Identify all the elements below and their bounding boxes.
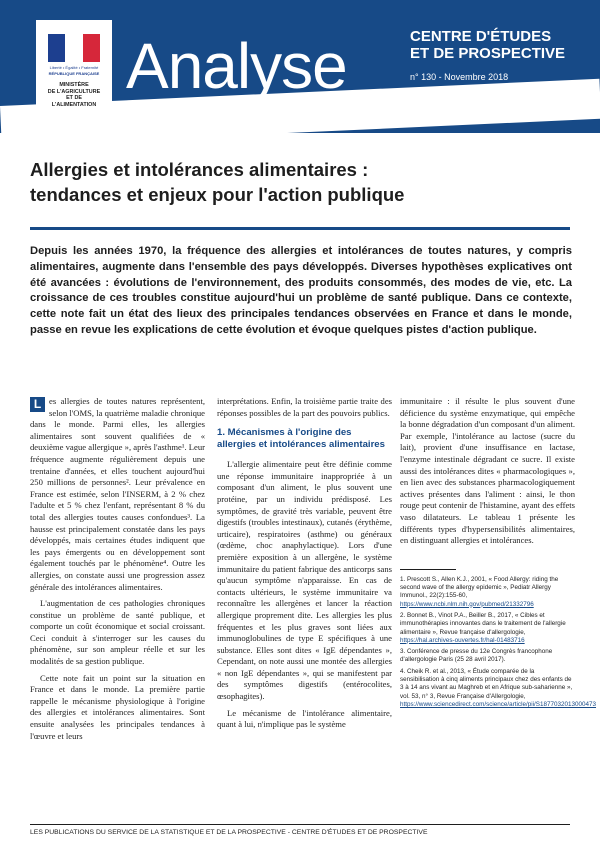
ministry-logo: [36, 20, 112, 128]
logo-republic: RÉPUBLIQUE FRANÇAISE: [48, 71, 100, 76]
column-2: [217, 396, 392, 736]
paragraph: L'augmentation de ces pathologies chroniques constitue un problème de santé publique, et comporte un coût économique et social croissant. Ceci conduit à s'interroger sur les causes du phénomène, sur son ampleur réelle et sur les modalités de sa gestion publique.: [30, 598, 205, 667]
footnote-link[interactable]: https://www.sciencedirect.com/science/article/pii/S1877032013000473: [400, 700, 597, 708]
center-name: [410, 28, 565, 62]
intro-paragraph: L es allergies de toutes natures représentent, selon l'OMS, la quatrième maladie chronique dans le monde. Parmi elles, les allergies alimentaires sont souvent qualifiées de « deuxième vague allergique », après l'asthme¹. Leur fréquence augmente régulièrement depuis une trentaine d'années, et elles touchent aujourd'hui 250 millions de personnes². Leur prévalence en France est estimée, selon l'INSERM, à 2 % chez l'adulte et 5 % chez l'enfant, représentant 8 % du total des allergies toutes causes confondues³. La hausse est principalement constatée dans les pays développés, mais certaines études indiquent que les pays émergents ou en développement sont également touchés par le phénomène⁴. Outre les allergies, on constate aussi une progression assez générale des intolérances alimentaires.: [30, 396, 205, 592]
column-1: [30, 396, 205, 747]
issue-number: n° 130 - Novembre 2018: [410, 72, 509, 82]
dropcap: L: [30, 397, 45, 412]
lead-paragraph: Depuis les années 1970, la fréquence des allergies et intolérances de toutes natures, y compris alimentaires, augmente dans l'ensemble des pays développés. Diverses hypothèses explicatives ont été avancées : évolutions de l'environnement, des produits consommés, des modes de vie, etc. La croissance de ces troubles constitue aujourd'hui un problème de santé publique. Dans ce contexte, cette note fait un état des lieux des principales tendances observées en France et dans le monde, passe en revue les explications de cette évolution et évoque quelques pistes d'action publique.: [30, 245, 572, 336]
footnote-separator: [400, 569, 456, 570]
footnote-1: 1. Prescott S., Allen K.J., 2001, « Food Allergy: riding the second wave of the allergy epidemic », Pediatr Allergy Immunol., 22(2):155-60, https://www.ncbi.nlm.nih.gov/pubmed/21332796: [400, 575, 559, 608]
footer-rule: [30, 824, 570, 825]
footnote-2: 2. Bonnet B., Vinot P.A., Beiller B., 2017, « Cibles et immunothérapies innovantes dans le traitement de l'allergie alimentaire », Revue française d'allergologie, https://hal.archives-ouvertes.fr/hal-01483716: [400, 611, 566, 644]
footnote-4: 4. Cheik R. et al., 2013, « Étude comparée de la sensibilisation à cinq aliments principaux chez des enfants de 3 à 14 ans vivant au Maghreb et en Afrique sub-saharienne », vol. 53, n° 3, Revue Française d'Allergologie, https://www.sciencedirect.com/science/article/pii/S1877032013000473: [400, 667, 597, 708]
logo-ministry: MINISTÈRE DE L'AGRICULTURE ET DE L'ALIMENTATION: [47, 82, 101, 108]
footnote-3: 3. Conférence de presse du 12e Congrès francophone d'allergologie Paris (25 28 avril 2017).: [400, 648, 553, 664]
section-heading: 1. Mécanismes à l'origine des allergies et intolérances alimentaires: [217, 427, 385, 451]
marianne-flag-icon: [48, 34, 100, 62]
footer-text: LES PUBLICATIONS DU SERVICE DE LA STATISTIQUE ET DE LA PROSPECTIVE - CENTRE D'ÉTUDES ET DE PROSPECTIVE: [30, 829, 428, 836]
page-title: Allergies et intolérances alimentaires : tendances et enjeux pour l'action publique: [30, 159, 405, 205]
logo-motto: Liberté • Égalité • Fraternité: [49, 65, 99, 70]
paragraph: interprétations. Enfin, la troisième partie traite des réponses possibles de la part des pouvoirs publics.: [217, 396, 392, 418]
paragraph: Le mécanisme de l'intolérance alimentaire, quant à lui, n'implique pas le système: [217, 707, 392, 730]
dots-decoration: [413, 86, 441, 104]
paragraph: L'allergie alimentaire peut être définie comme une réponse immunitaire inappropriée à un composant d'un aliment, le plus souvent une protéine, par un individu prédisposé. Les symptômes, de gravité très variable, peuvent être digestifs (troubles intestinaux), cutanés (érythème, urticaire), respiratoires (asthme) ou généraux (œdème, choc anaphylactique). Lors d'une première exposition à un allergène, le système immunitaire du patient fabrique des anticorps sans qu'aucun symptôme n'apparaisse. En cas de contacts ultérieurs, le système immunitaire va reconnaître les allergènes et lancer la réaction allergique proprement dite. Les allergies les plus fréquentes et les plus graves sont liées aux immunoglobulines de type E spécifiques à une substance. Elles sont dites « IgE dépendantes », Cependant, on note aussi une montée des allergies « non IgE dépendantes », qui se manifestent par des symptômes digestifs (entérocolites, œsophagites).: [217, 459, 392, 702]
paragraph: Cette note fait un point sur la situation en France et dans le monde. La première partie rappelle le mécanisme physiologique à l'origine des allergies et intolérances alimentaires. Sont ensuite analysées les principales tendances à l'œuvre et leurs: [30, 672, 205, 741]
column-3: [400, 396, 597, 712]
footnote-link[interactable]: https://www.ncbi.nlm.nih.gov/pubmed/21332796: [400, 600, 534, 608]
title-rule: [30, 227, 570, 230]
center-name-line2: ET DE PROSPECTIVE: [410, 45, 566, 62]
paragraph: immunitaire : il résulte le plus souvent d'une déficience du système enzymatique, qui empêche la bonne dégradation d'un composant d'un aliment. Par exemple, l'intolérance au lactose (sucre du lait), provient d'une insuffisance en lactase, l'enzyme intestinale dégradant ce sucre. Il existe aussi des intolérances dites « pharmacologiques », en lien avec des substances pharmacologiquement actives présentes dans l'aliment : ainsi, le thon rouge peut contenir de l'histamine, ayant des effets vaso dilatateurs. Le tableau 1 présente les différents types d'hypersensibilités alimentaires, en distinguant allergies et intolérances.: [400, 396, 575, 546]
brand-title: Analyse: [126, 30, 347, 102]
footnote-link[interactable]: https://hal.archives-ouvertes.fr/hal-01483716: [400, 636, 525, 644]
center-name-line1: CENTRE D'ÉTUDES: [410, 28, 552, 45]
